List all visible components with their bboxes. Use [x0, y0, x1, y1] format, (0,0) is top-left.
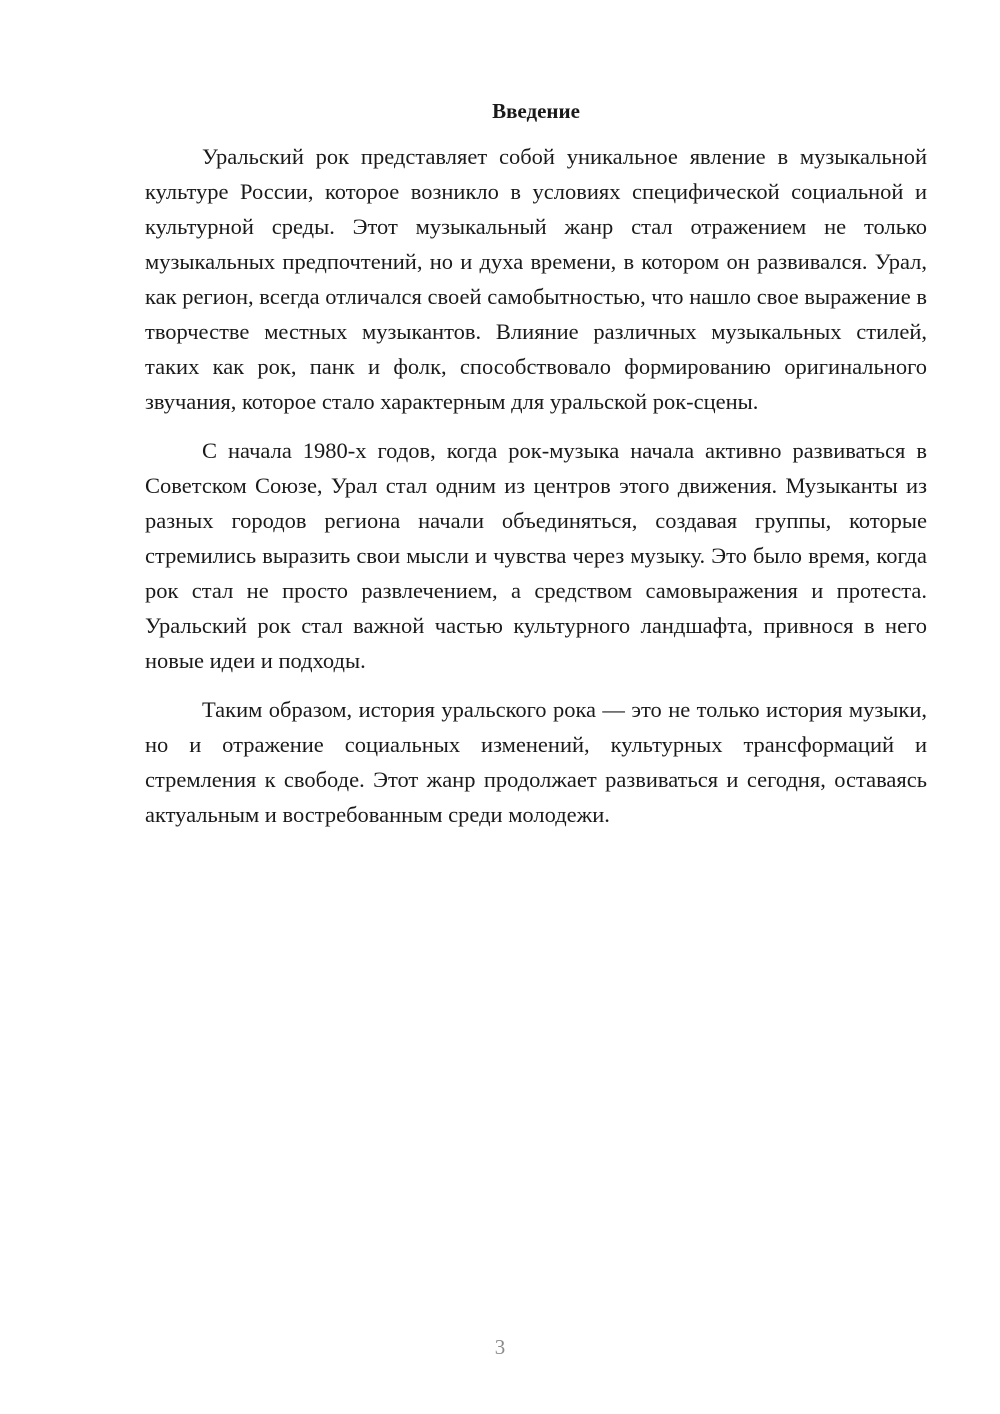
paragraph-2: С начала 1980-х годов, когда рок-музыка начала активно развиваться в Советском Союзе, Урал стал одним из центров этого движения. Музыканты из разных городов региона начали объединяться, создавая группы, которые стремились выразить свои мысли и чувства через музыку. Это было время, когда рок стал не просто развлечением, а средством самовыражения и протеста. Уральский рок стал важной частью культурного ландшафта, привнося в него новые идеи и подходы.	[145, 438, 927, 673]
section-heading: Введение	[492, 99, 580, 123]
paragraph-3: Таким образом, история уральского рока — это не только история музыки, но и отражение социальных изменений, культурных трансформаций и стремления к свободе. Этот жанр продолжает развиваться и сегодня, оставаясь актуальным и востребованным среди молодежи.	[145, 697, 927, 827]
page-number: 3	[494, 1335, 506, 1359]
paragraph-1: Уральский рок представляет собой уникальное явление в музыкальной культуре России, которое возникло в условиях специфической социальной и культурной среды. Этот музыкальный жанр стал отражением не только музыкальных предпочтений, но и духа времени, в котором он развивался. Урал, как регион, всегда отличался своей самобытностью, что нашло свое выражение в творчестве местных музыкантов. Влияние различных музыкальных стилей, таких как рок, панк и фолк, способствовало формированию оригинального звучания, которое стало характерным для уральской рок-сцены.	[145, 144, 927, 414]
page-content	[145, 97, 927, 846]
